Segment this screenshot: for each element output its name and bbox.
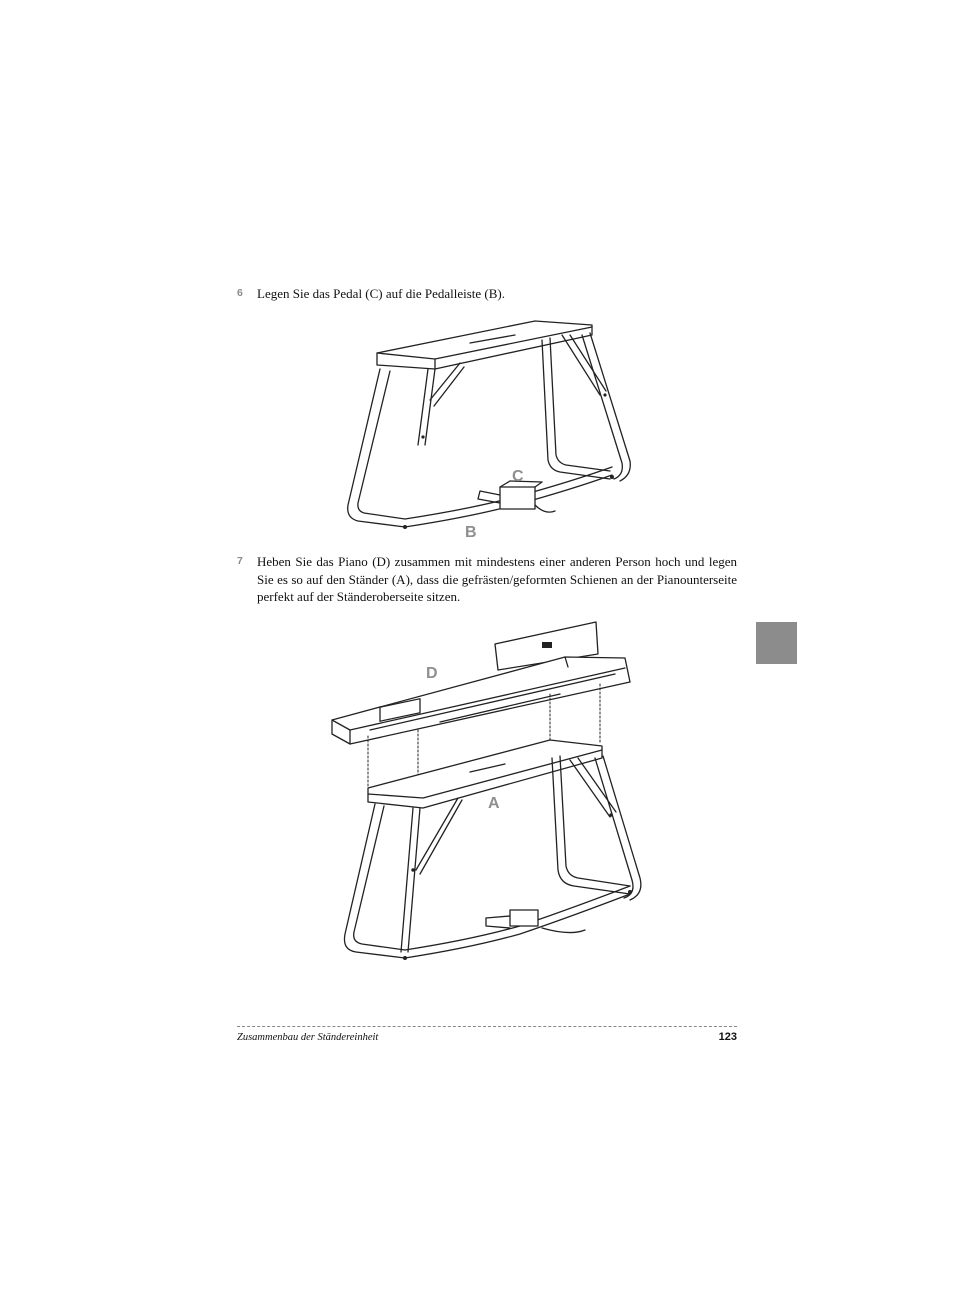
step-number: 6 (237, 287, 243, 299)
pedal-bar-label-b: B (465, 524, 477, 541)
piano-label-d: D (426, 665, 438, 682)
step-7 (237, 553, 737, 606)
step-number: 7 (237, 555, 243, 567)
pedal-label-c: C (512, 468, 524, 485)
piano-stand-illustration (320, 612, 650, 977)
stand-label-a: A (488, 795, 500, 812)
figure-pedal-on-stand (330, 305, 640, 545)
figure-piano-on-stand (320, 612, 650, 977)
step-text: Heben Sie das Piano (D) zusammen mit mindestens einer anderen Person hoch und legen Sie es so auf den Ständer (A), dass die gefrästen/geformten Schienen an der Pianounterseite perfekt auf der Ständeroberseite sitzen. (257, 554, 737, 604)
step-6 (237, 285, 737, 303)
footer-divider (237, 1026, 737, 1027)
page-number: 123 (718, 1031, 737, 1043)
step-text: Legen Sie das Pedal (C) auf die Pedalleiste (B). (257, 286, 506, 301)
stand-pedal-illustration (330, 305, 640, 545)
footer-section-title: Zusammenbau der Ständereinheit (237, 1032, 379, 1043)
chapter-thumb-tab (756, 622, 797, 664)
